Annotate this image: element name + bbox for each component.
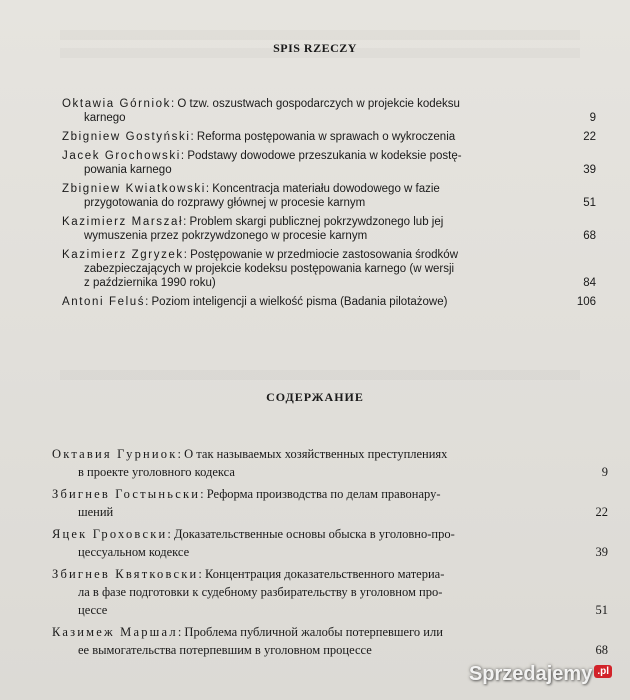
toc-entry-separator: : — [183, 249, 191, 261]
toc-entry-page-number: 39 — [595, 545, 608, 559]
toc-entry-separator: : — [145, 296, 152, 308]
watermark-name: Sprzedajemy — [468, 663, 593, 685]
toc-entry-author: Antoni Feluś — [62, 296, 146, 308]
toc-entry-title: O tzw. oszustwach gospodarczych w projekcie kodeksu — [177, 98, 460, 110]
toc-entry-title: Koncentracja materiału dowodowego w fazie — [212, 183, 440, 195]
toc-entry-title: в проекте уголовного кодекса — [78, 465, 235, 479]
toc-entry-separator: : — [180, 150, 188, 162]
toc-entry-separator: : — [177, 625, 185, 639]
watermark-logo — [469, 663, 612, 686]
toc-entry-page-number: 39 — [583, 164, 596, 176]
toc-entry-title: Проблема публичной жалобы потерпевшего или — [184, 625, 443, 639]
toc-entry-author: Збигнев Гостыньски — [52, 487, 201, 501]
toc-entry-continuation-line — [52, 641, 608, 659]
toc-entry-page-number: 22 — [595, 505, 608, 519]
toc-entry-title: Postępowanie w przedmiocie zastosowania środków — [190, 249, 459, 261]
toc-entry-continuation-line — [62, 276, 596, 290]
toc-entry-title: powania karnego — [84, 164, 172, 176]
toc-entry-continuation-line — [52, 601, 608, 619]
toc-entry-continuation-line — [52, 543, 608, 561]
toc-entry — [62, 182, 596, 210]
toc-entry — [52, 623, 608, 659]
toc-entry-separator: : — [167, 527, 174, 541]
toc-entry-continuation-line — [52, 463, 608, 481]
toc-entry-title: karnego — [84, 112, 126, 124]
toc-entry-author: Kazimierz Zgryzek — [62, 249, 184, 261]
toc-entry — [62, 248, 596, 290]
toc-entry-separator: : — [205, 183, 213, 195]
toc-entry-page-number: 51 — [583, 197, 596, 209]
toc-entry-continuation-line — [62, 196, 596, 210]
toc-entry-title: przygotowania do rozprawy głównej w procesie karnym — [84, 197, 366, 209]
toc-entry-title: Podstawy dowodowe przeszukania w kodeksie postę- — [187, 150, 462, 162]
toc-entry-title: Poziom inteligencji a wielkość pisma (Badania pilotażowe) — [151, 296, 448, 308]
toc-entry-continuation-line — [62, 229, 596, 243]
bleed-through-text — [60, 370, 580, 380]
contents-pl-list — [62, 97, 596, 314]
toc-entry-first-line — [62, 215, 596, 229]
watermark-tld: .pl — [594, 665, 612, 678]
toc-entry-first-line — [52, 485, 608, 503]
toc-entry-author: Jacek Grochowski — [62, 150, 181, 162]
toc-entry-page-number: 84 — [583, 277, 596, 289]
toc-entry — [62, 215, 596, 243]
toc-entry-title: ла в фазе подготовки к судебному разбирательству в уголовном про- — [78, 585, 443, 599]
toc-entry — [52, 565, 608, 619]
toc-entry-first-line — [62, 149, 596, 163]
toc-entry-author: Zbigniew Kwiatkowski — [62, 183, 206, 195]
toc-entry-title: Problem skargi publicznej pokrzywdzonego lub jej — [189, 216, 444, 228]
toc-entry-title: Концентрация доказательственного материа- — [205, 567, 445, 581]
bleed-through-text — [60, 30, 580, 40]
toc-entry — [62, 130, 596, 144]
toc-entry-page-number: 106 — [576, 296, 596, 308]
toc-entry-page-number: 68 — [595, 643, 608, 657]
toc-entry-page-number: 51 — [595, 603, 608, 617]
toc-entry-separator: : — [183, 216, 190, 228]
toc-entry-continuation-line — [52, 583, 608, 601]
toc-entry-separator: : — [198, 567, 206, 581]
toc-entry-first-line — [52, 623, 608, 641]
toc-entry-first-line — [62, 130, 596, 144]
toc-entry-separator: : — [190, 131, 197, 143]
toc-entry-title: цессуальном кодексе — [78, 545, 190, 559]
toc-entry-title: цессе — [78, 603, 108, 617]
toc-entry — [62, 97, 596, 125]
toc-entry — [52, 445, 608, 481]
toc-entry-first-line — [52, 445, 608, 463]
toc-entry-author: Kazimierz Marszał — [62, 216, 184, 228]
toc-entry-first-line — [62, 248, 596, 262]
toc-entry-separator: : — [200, 487, 207, 501]
contents-pl-heading: SPIS RZECZY — [273, 41, 357, 55]
toc-entry-author: Zbigniew Gostyński — [62, 131, 191, 143]
toc-entry-first-line — [62, 182, 596, 196]
toc-entry-title: Reforma postępowania w sprawach o wykroczenia — [196, 131, 456, 143]
toc-entry-first-line — [62, 97, 596, 111]
toc-entry — [62, 149, 596, 177]
toc-entry-page-number: 9 — [589, 112, 596, 124]
toc-entry-page-number: 22 — [583, 131, 596, 143]
toc-entry-page-number: 9 — [601, 465, 608, 479]
toc-entry-title: ее вымогательства потерпевшим в уголовном процессе — [78, 643, 372, 657]
toc-entry-title: О так называемых хозяйственных преступлениях — [184, 447, 448, 461]
toc-entry-author: Oktawia Górniok — [62, 98, 172, 110]
toc-entry-author: Октавия Гурниок — [52, 447, 178, 461]
toc-entry-author: Казимеж Маршал — [52, 625, 178, 639]
toc-entry — [52, 485, 608, 521]
toc-entry-title: Реформа производства по делам правонару- — [206, 487, 441, 501]
toc-entry-separator: : — [171, 98, 178, 110]
toc-entry-title: z października 1990 roku) — [84, 277, 216, 289]
toc-entry-separator: : — [177, 447, 185, 461]
toc-entry-title: Доказательственные основы обыска в уголовно-про- — [173, 527, 455, 541]
toc-entry-author: Яцек Гроховски — [52, 527, 168, 541]
toc-entry-continuation-line — [62, 111, 596, 125]
toc-entry-title: zabezpieczających w projekcie kodeksu postępowania karnego (w wersji — [84, 263, 455, 275]
toc-entry-continuation-line — [62, 163, 596, 177]
toc-entry — [62, 295, 596, 309]
toc-entry-title: шений — [78, 505, 114, 519]
toc-entry-first-line — [62, 295, 596, 309]
toc-entry-page-number: 68 — [583, 230, 596, 242]
contents-ru-heading: СОДЕРЖАНИЕ — [266, 390, 364, 404]
contents-ru-list — [52, 445, 608, 663]
toc-entry-continuation-line — [52, 503, 608, 521]
toc-entry — [52, 525, 608, 561]
toc-entry-first-line — [52, 565, 608, 583]
toc-entry-continuation-line — [62, 262, 596, 276]
toc-entry-author: Збигнев Квятковски — [52, 567, 199, 581]
toc-entry-title: wymuszenia przez pokrzywdzonego w procesie karnym — [84, 230, 368, 242]
toc-entry-first-line — [52, 525, 608, 543]
